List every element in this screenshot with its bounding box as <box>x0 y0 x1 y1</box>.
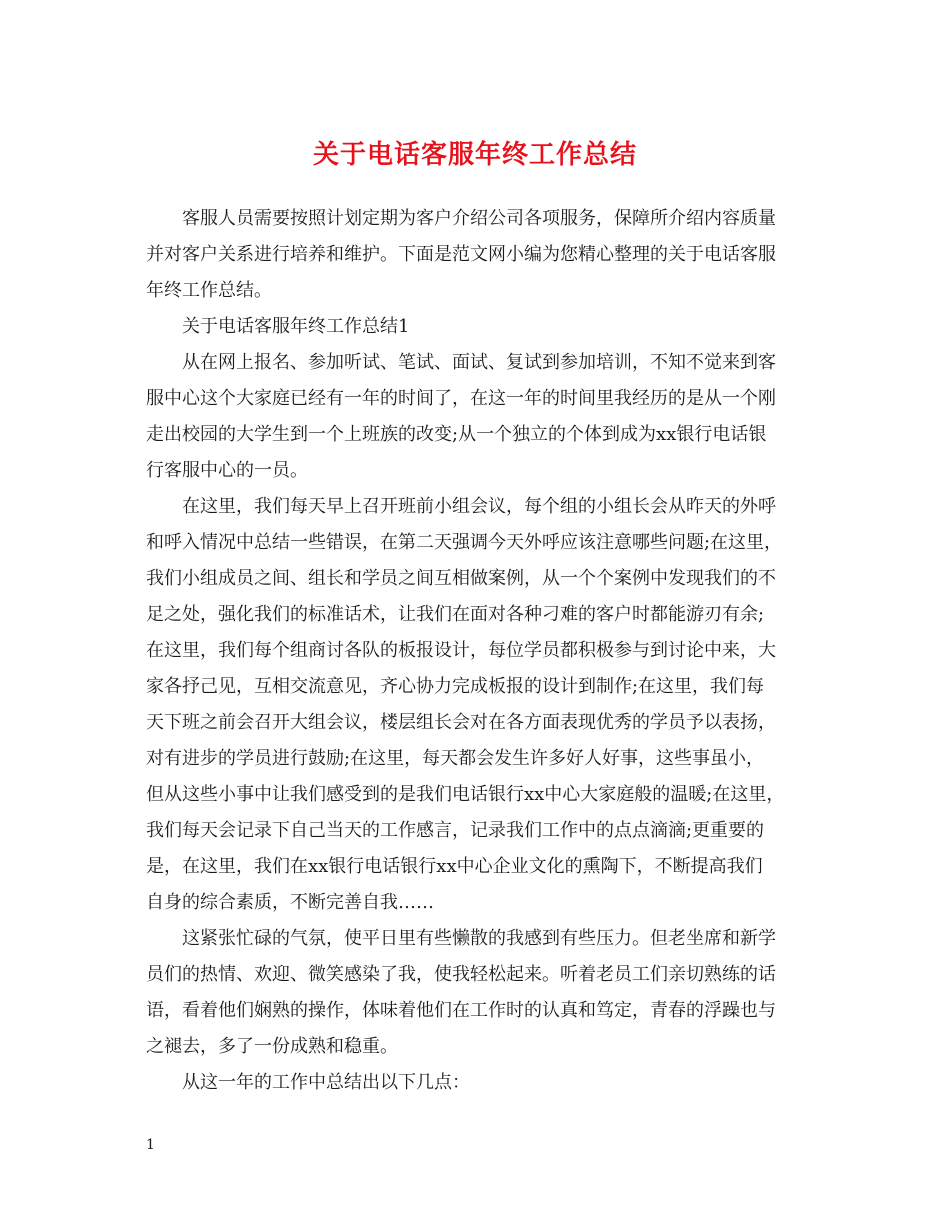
text-line: 和呼入情况中总结一些错误，在第二天强调今天外呼应该注意哪些问题;在这里， <box>146 532 783 553</box>
text-line: 从这一年的工作中总结出以下几点： <box>182 1072 470 1093</box>
document-title: 关于电话客服年终工作总结 <box>312 140 637 170</box>
text-line: 行客服中心的一员。 <box>146 460 308 481</box>
text-line: 但从这些小事中让我们感受到的是我们电话银行xx中心大家庭般的温暖;在这里， <box>146 784 785 805</box>
text-line: 员们的热情、欢迎、微笑感染了我，使我轻松起来。听着老员工们亲切熟练的话 <box>146 964 776 985</box>
text-line: 走出校园的大学生到一个上班族的改变;从一个独立的个体到成为xx银行电话银 <box>146 424 767 445</box>
page-number: 1 <box>146 1137 155 1153</box>
text-line: 在这里，我们每天早上召开班前小组会议，每个组的小组长会从昨天的外呼 <box>182 496 776 517</box>
text-line: 并对客户关系进行培养和维护。下面是范文网小编为您精心整理的关于电话客服 <box>146 244 776 265</box>
text-line: 我们小组成员之间、组长和学员之间互相做案例，从一个个案例中发现我们的不 <box>146 568 776 589</box>
text-line: 对有进步的学员进行鼓励;在这里，每天都会发生许多好人好事，这些事虽小， <box>146 748 765 769</box>
text-line: 足之处，强化我们的标准话术，让我们在面对各种刁难的客户时都能游刃有余; <box>146 604 765 625</box>
section-heading: 关于电话客服年终工作总结1 <box>182 316 410 337</box>
text-line: 客服人员需要按照计划定期为客户介绍公司各项服务，保障所介绍内容质量 <box>182 208 776 229</box>
text-line: 自身的综合素质，不断完善自我…… <box>146 892 434 913</box>
text-line: 在这里，我们每个组商讨各队的板报设计，每位学员都积极参与到讨论中来，大 <box>146 640 776 661</box>
text-line: 这紧张忙碌的气氛，使平日里有些懒散的我感到有些压力。但老坐席和新学 <box>182 928 776 949</box>
text-line: 家各抒己见，互相交流意见，齐心协力完成板报的设计到制作;在这里，我们每 <box>146 676 765 697</box>
text-line: 天下班之前会召开大组会议，楼层组长会对在各方面表现优秀的学员予以表扬， <box>146 712 776 733</box>
text-line: 之褪去，多了一份成熟和稳重。 <box>146 1036 398 1057</box>
text-line: 是，在这里，我们在xx银行电话银行xx中心企业文化的熏陶下，不断提高我们 <box>146 856 763 877</box>
text-line: 语，看着他们娴熟的操作，体味着他们在工作时的认真和笃定，青春的浮躁也与 <box>146 1000 776 1021</box>
text-line: 我们每天会记录下自己当天的工作感言，记录我们工作中的点点滴滴;更重要的 <box>146 820 765 841</box>
text-line: 从在网上报名、参加听试、笔试、面试、复试到参加培训，不知不觉来到客 <box>182 352 776 373</box>
text-line: 年终工作总结。 <box>146 280 272 301</box>
text-line: 服中心这个大家庭已经有一年的时间了，在这一年的时间里我经历的是从一个刚 <box>146 388 776 409</box>
